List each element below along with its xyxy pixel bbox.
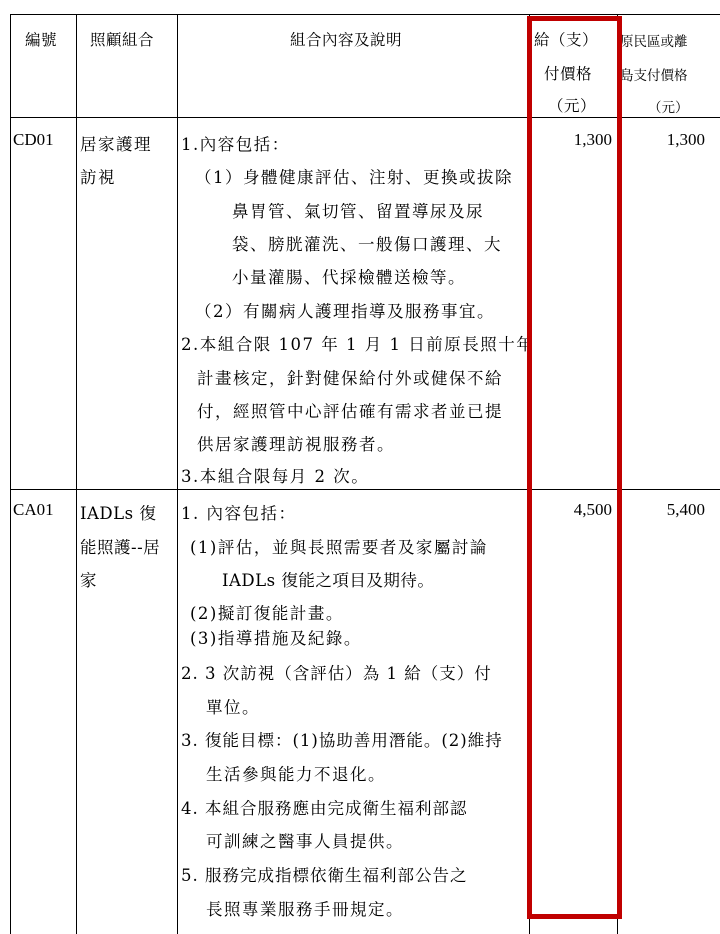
desc-line: (2)擬訂復能計畫。	[190, 604, 344, 623]
desc-line: 單位。	[206, 698, 260, 717]
row-service-name-2: 能照護--居	[80, 538, 161, 557]
desc-line: 2. 3 次訪視（含評估）為 1 給（支）付	[181, 664, 492, 683]
table-top-border	[10, 14, 720, 15]
desc-line: 2.本組合限 107 年 1 月 1 日前原長照十年	[181, 335, 535, 354]
col-border-2	[177, 14, 178, 934]
desc-line: 付，經照管中心評估確有需求者並已提	[197, 402, 503, 421]
desc-line: (3)指導措施及紀錄。	[190, 629, 362, 648]
row-service-name-3: 家	[80, 571, 98, 590]
header-service: 照顧組合	[90, 31, 155, 49]
desc-line: 5. 服務完成指標依衛生福利部公告之	[181, 866, 468, 885]
row-price: 1,300	[573, 130, 612, 149]
desc-line: 1.內容包括：	[181, 135, 290, 154]
desc-line: 長照專業服務手冊規定。	[206, 900, 404, 919]
price-column-highlight	[527, 16, 622, 919]
desc-line: （1）身體健康評估、注射、更換或拔除	[195, 168, 513, 187]
header-price-line-2: 付價格	[544, 65, 593, 83]
header-code: 編號	[25, 31, 58, 49]
desc-line: 3.本組合限每月 2 次。	[181, 467, 370, 486]
desc-line: 1. 內容包括：	[181, 504, 297, 523]
row-code: CA01	[13, 500, 54, 519]
header-price-line-1: 給（支）	[534, 31, 599, 49]
row-service-name-1: IADLs 復	[80, 504, 157, 523]
header-remote-line-3: （元）	[648, 100, 689, 116]
desc-line: 3. 復能目標：(1)協助善用潛能。(2)維持	[181, 731, 503, 750]
desc-line: 供居家護理訪視服務者。	[197, 435, 395, 454]
desc-line: 4. 本組合服務應由完成衛生福利部認	[181, 799, 468, 818]
desc-line: 袋、膀胱灌洗、一般傷口護理、大	[232, 235, 502, 254]
row-price: 4,500	[573, 500, 612, 519]
desc-line: 小量灌腸、代採檢體送檢等。	[232, 268, 466, 287]
desc-line: （2）有關病人護理指導及服務事宜。	[195, 302, 495, 321]
row-code: CD01	[13, 130, 54, 149]
row-remote-price: 1,300	[666, 130, 705, 149]
desc-line: IADLs 復能之項目及期待。	[222, 571, 435, 590]
row-service-name-1: 居家護理	[80, 135, 152, 154]
desc-line: 生活參與能力不退化。	[206, 765, 386, 784]
col-border-1	[76, 14, 77, 934]
header-remote-line-1: 原民區或離	[620, 34, 688, 50]
col-border-0	[10, 14, 11, 934]
header-description: 組合內容及說明	[290, 31, 403, 49]
desc-line: 可訓練之醫事人員提供。	[206, 832, 404, 851]
header-price-line-3: （元）	[548, 97, 597, 115]
header-remote-line-2: 島支付價格	[620, 68, 688, 84]
desc-line: (1)評估，並與長照需要者及家屬討論	[190, 538, 488, 557]
row-service-name-2: 訪視	[80, 168, 116, 187]
desc-line: 計畫核定，針對健保給付外或健保不給	[197, 369, 503, 388]
desc-line: 鼻胃管、氣切管、留置導尿及尿	[232, 202, 484, 221]
row-remote-price: 5,400	[666, 500, 705, 519]
